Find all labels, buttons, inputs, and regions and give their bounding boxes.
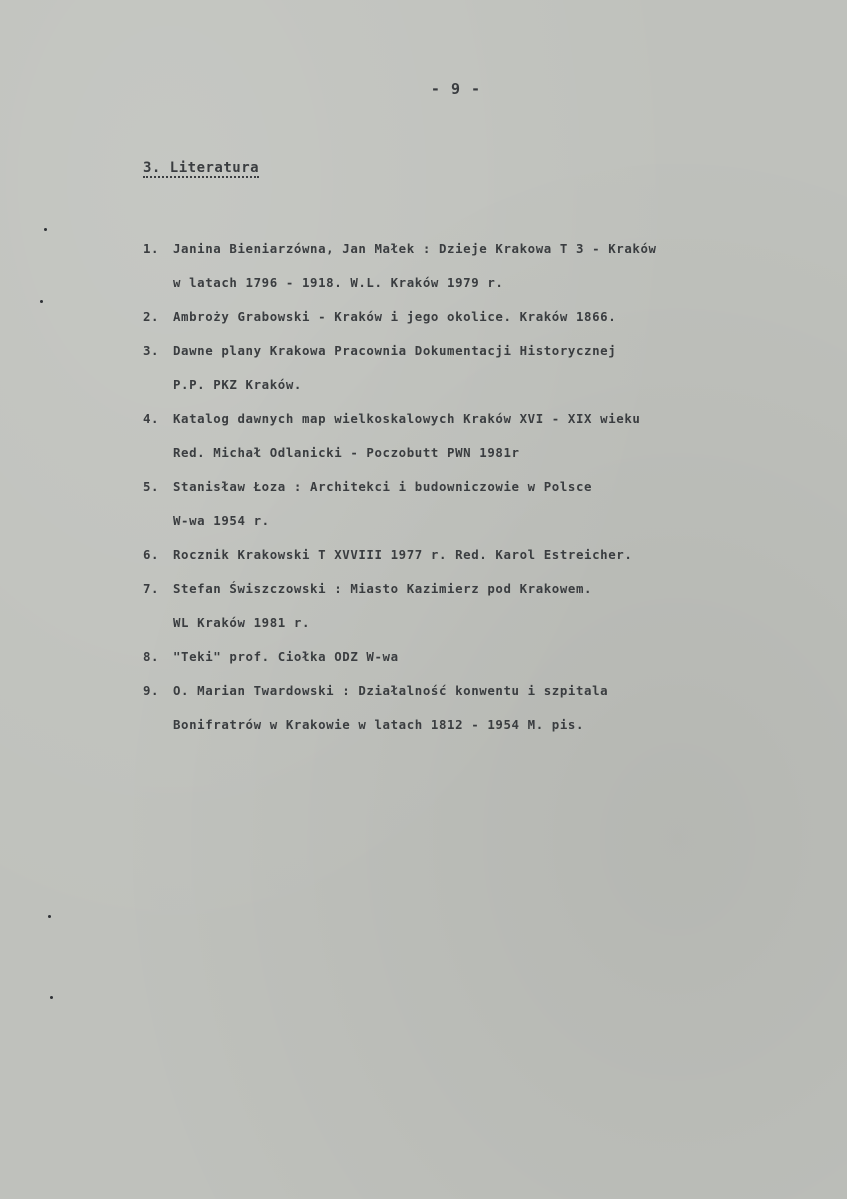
item-line: Rocznik Krakowski T XVVIII 1977 r. Red. Karol Estreicher. (173, 547, 633, 562)
bibliography-item (143, 232, 813, 300)
bibliography-item (143, 674, 813, 742)
item-text (173, 300, 813, 334)
item-number: 1. (143, 241, 160, 256)
item-text (173, 334, 813, 402)
item-line: Red. Michał Odlanicki - Poczobutt PWN 1981r (173, 445, 520, 460)
bibliography-item (143, 402, 813, 470)
item-text (173, 402, 813, 470)
item-line: P.P. PKZ Kraków. (173, 377, 302, 392)
item-line: w latach 1796 - 1918. W.L. Kraków 1979 r. (173, 275, 504, 290)
item-number: 6. (143, 547, 160, 562)
item-text (173, 572, 813, 640)
bibliography-item (143, 538, 813, 572)
item-number: 5. (143, 479, 160, 494)
bibliography-item (143, 334, 813, 402)
margin-mark (40, 300, 43, 303)
margin-mark (44, 228, 47, 231)
item-line: Katalog dawnych map wielkoskalowych Kraków XVI - XIX wieku (173, 411, 641, 426)
item-line: W-wa 1954 r. (173, 513, 270, 528)
bibliography-item (143, 640, 813, 674)
margin-mark (48, 915, 51, 918)
bibliography-item (143, 470, 813, 538)
item-number: 9. (143, 683, 160, 698)
item-text (173, 640, 813, 674)
section-title: 3. Literatura (143, 160, 260, 176)
item-line: Bonifratrów w Krakowie w latach 1812 - 1954 M. pis. (173, 717, 585, 732)
item-number: 4. (143, 411, 160, 426)
item-line: Janina Bieniarzówna, Jan Małek : Dzieje Krakowa T 3 - Kraków (173, 241, 657, 256)
bibliography-list (143, 232, 813, 742)
item-text (173, 674, 813, 742)
item-line: Dawne plany Krakowa Pracownia Dokumentacji Historycznej (173, 343, 617, 358)
item-number: 2. (143, 309, 160, 324)
page-number: - 9 - (430, 80, 482, 98)
item-line: "Teki" prof. Ciołka ODZ W-wa (173, 649, 399, 664)
margin-mark (50, 996, 53, 999)
item-text (173, 470, 813, 538)
bibliography-item (143, 300, 813, 334)
bibliography-item (143, 572, 813, 640)
item-text (173, 232, 813, 300)
item-number: 8. (143, 649, 160, 664)
item-number: 3. (143, 343, 160, 358)
item-line: WL Kraków 1981 r. (173, 615, 311, 630)
item-number: 7. (143, 581, 160, 596)
item-line: Stanisław Łoza : Architekci i budowniczowie w Polsce (173, 479, 593, 494)
item-line: Ambroży Grabowski - Kraków i jego okolice. Kraków 1866. (173, 309, 617, 324)
item-line: O. Marian Twardowski : Działalność konwentu i szpitala (173, 683, 609, 698)
item-line: Stefan Świszczowski : Miasto Kazimierz pod Krakowem. (173, 581, 593, 596)
item-text (173, 538, 813, 572)
